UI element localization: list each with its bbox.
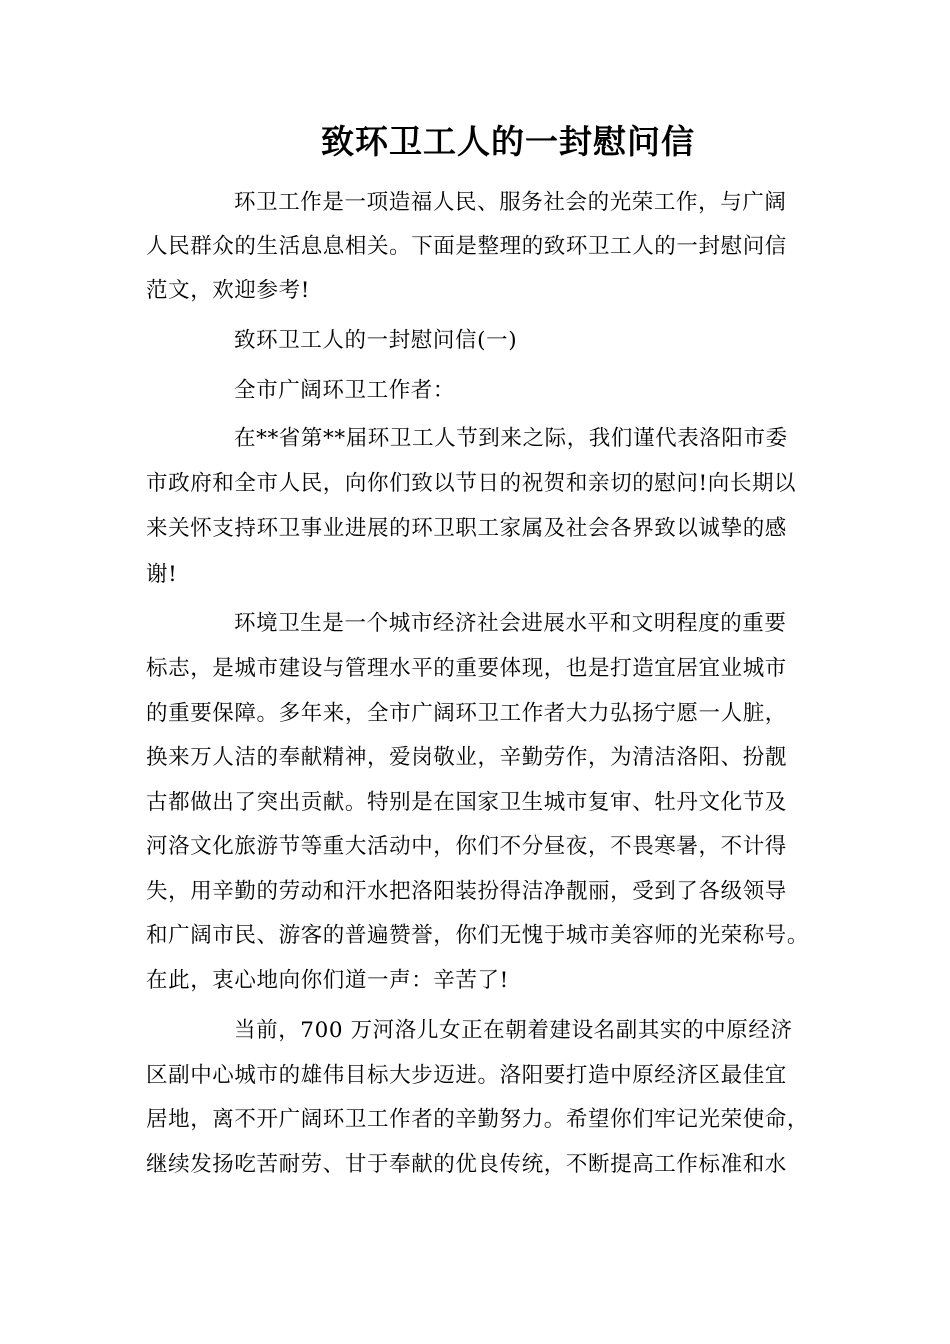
text-line: 和广阔市民、游客的普遍赞誉，你们无愧于城市美容师的光荣称号。 [146, 923, 810, 948]
section-heading: 致环卫工人的一封慰问信(一) [234, 328, 518, 353]
text-line: 环卫工作是一项造福人民、服务社会的光荣工作，与广阔 [234, 190, 787, 215]
text-line: 的重要保障。多年来，全市广阔环卫工作者大力弘扬宁愿一人脏， [146, 701, 787, 726]
text-line: 居地，离不开广阔环卫工作者的辛勤努力。希望你们牢记光荣使命， [146, 1107, 810, 1132]
text-line: 市政府和全市人民，向你们致以节日的祝贺和亲切的慰问!向长期以 [146, 471, 797, 496]
text-line: 在此，衷心地向你们道一声：辛苦了! [146, 968, 509, 993]
text-line: 换来万人洁的奉献精神，爱岗敬业，辛勤劳作，为清洁洛阳、扮靓 [146, 745, 787, 770]
text-line: 标志，是城市建设与管理水平的重要体现，也是打造宜居宜业城市 [146, 656, 787, 681]
text-line: 人民群众的生活息息相关。下面是整理的致环卫工人的一封慰问信 [146, 234, 787, 259]
text-line: 继续发扬吃苦耐劳、甘于奉献的优良传统，不断提高工作标准和水 [146, 1152, 787, 1177]
document-title: 致环卫工人的一封慰问信 [321, 122, 695, 161]
text-line: 古都做出了突出贡献。特别是在国家卫生城市复审、牡丹文化节及 [146, 790, 787, 815]
text-line: 失，用辛勤的劳动和汗水把洛阳装扮得洁净靓丽，受到了各级领导 [146, 879, 787, 904]
text-line: 当前，700 万河洛儿女正在朝着建设名副其实的中原经济 [234, 1018, 793, 1043]
text-line: 区副中心城市的雄伟目标大步迈进。洛阳要打造中原经济区最佳宜 [146, 1063, 787, 1088]
text-line: 谢! [146, 562, 178, 587]
text-line: 范文，欢迎参考! [146, 278, 310, 303]
text-line: 环境卫生是一个城市经济社会进展水平和文明程度的重要 [234, 611, 787, 636]
text-line: 来关怀支持环卫事业进展的环卫职工家属及社会各界致以诚挚的感 [146, 516, 787, 541]
text-line: 在**省第**届环卫工人节到来之际，我们谨代表洛阳市委 [234, 426, 788, 451]
text-line: 河洛文化旅游节等重大活动中，你们不分昼夜，不畏寒暑，不计得 [146, 834, 787, 859]
salutation: 全市广阔环卫工作者： [234, 378, 456, 403]
